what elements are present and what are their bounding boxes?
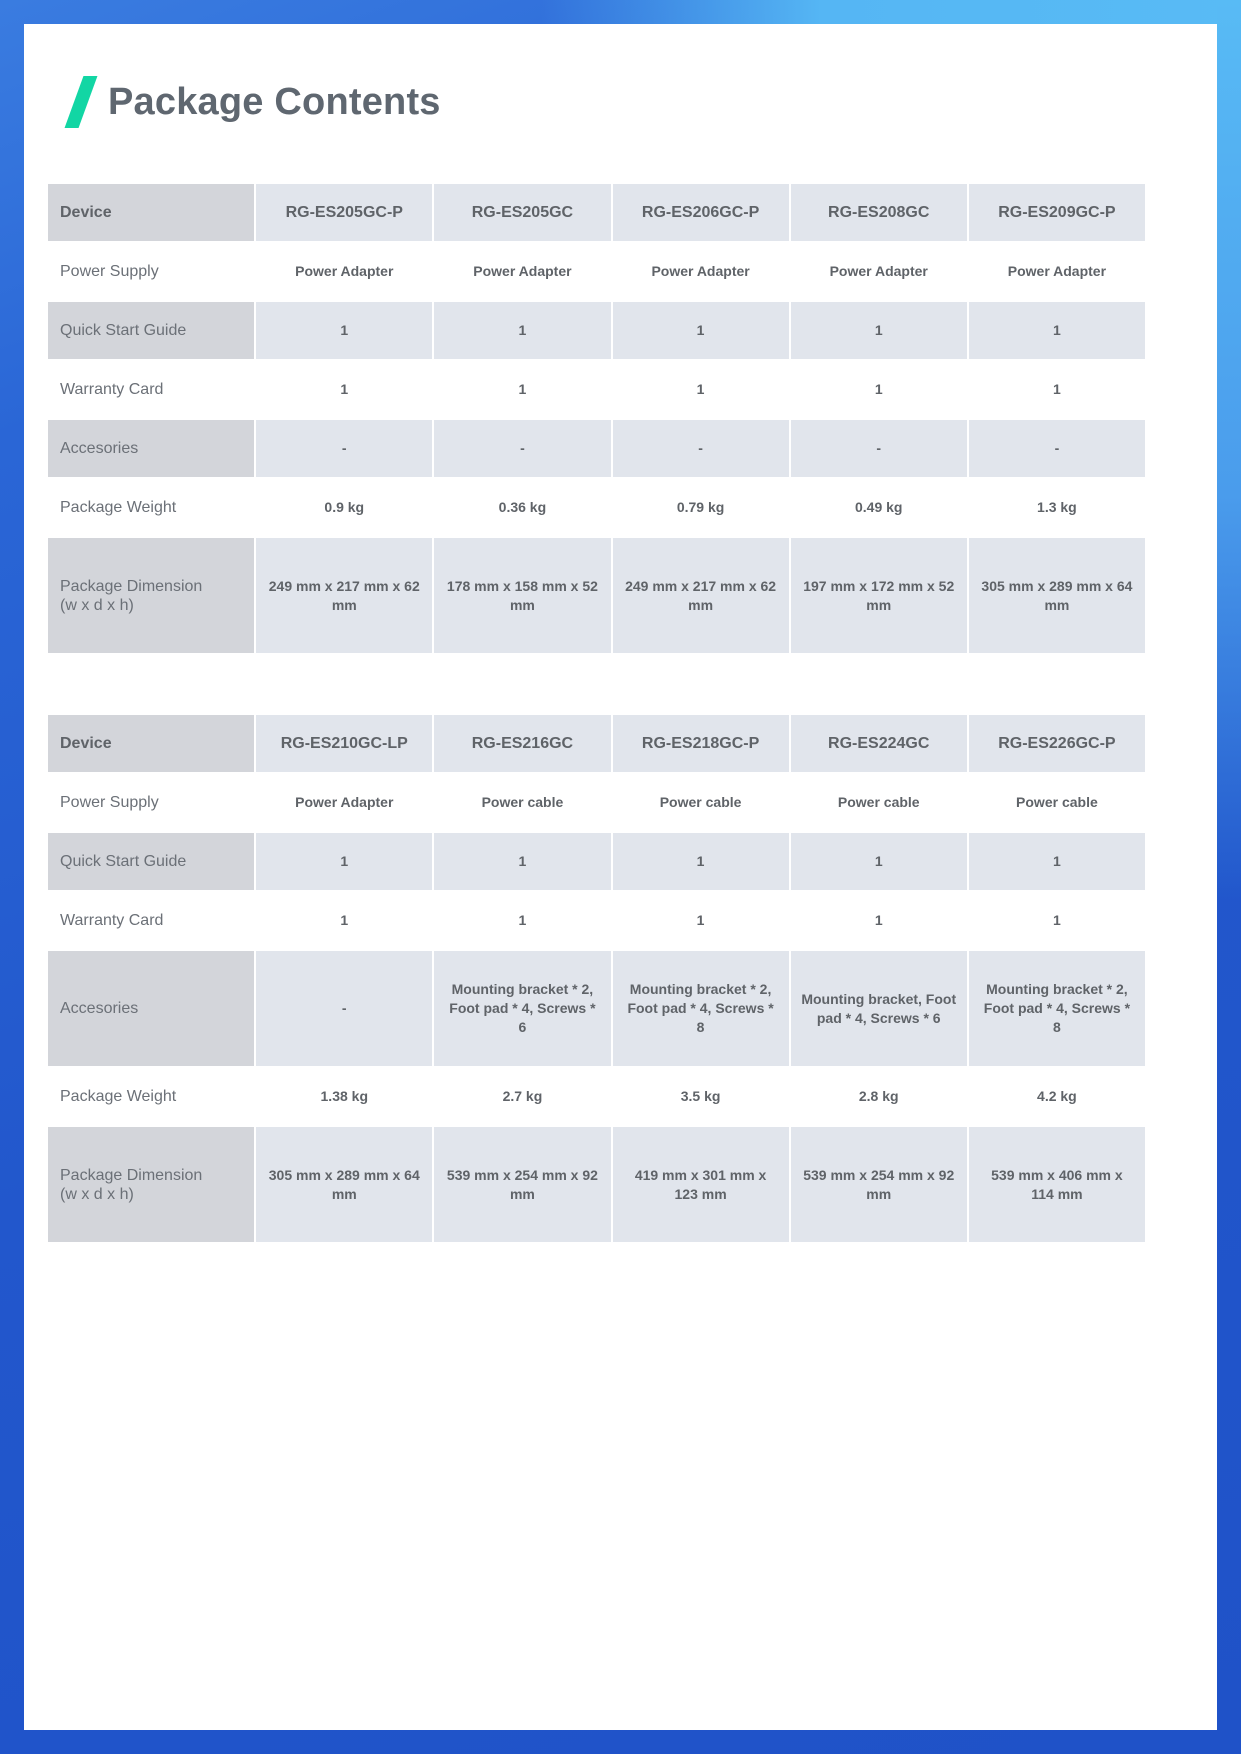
row-label: Package Dimension (w x d x h) — [48, 1127, 254, 1244]
table-cell: RG-ES210GC-LP — [256, 715, 432, 774]
table-cell: 197 mm x 172 mm x 52 mm — [791, 538, 967, 655]
package-table-1 — [46, 184, 1147, 655]
table-cell: 539 mm x 254 mm x 92 mm — [434, 1127, 610, 1244]
table-cell: 1 — [613, 892, 789, 951]
table-cell: 1 — [613, 302, 789, 361]
table-row — [48, 1127, 1145, 1244]
table-cell: 249 mm x 217 mm x 62 mm — [613, 538, 789, 655]
table-cell: Mounting bracket * 2, Foot pad * 4, Screws * 8 — [613, 951, 789, 1068]
table-cell: - — [613, 420, 789, 479]
table-cell: - — [256, 420, 432, 479]
table-cell: 1 — [969, 361, 1145, 420]
table-cell: RG-ES205GC-P — [256, 184, 432, 243]
table-cell: 1 — [791, 892, 967, 951]
row-label: Accesories — [48, 951, 254, 1068]
table-cell: Power Adapter — [791, 243, 967, 302]
table-cell: 1 — [613, 361, 789, 420]
table-row — [48, 361, 1145, 420]
row-label: Power Supply — [48, 243, 254, 302]
table-cell: 1.38 kg — [256, 1068, 432, 1127]
table-cell: 3.5 kg — [613, 1068, 789, 1127]
table-cell: Mounting bracket, Foot pad * 4, Screws * 6 — [791, 951, 967, 1068]
row-label: Warranty Card — [48, 361, 254, 420]
table-row — [48, 715, 1145, 774]
page-title: Package Contents — [108, 80, 441, 123]
table-cell: Mounting bracket * 2, Foot pad * 4, Screws * 8 — [969, 951, 1145, 1068]
table-cell: 2.7 kg — [434, 1068, 610, 1127]
table-cell: RG-ES206GC-P — [613, 184, 789, 243]
table-cell: 305 mm x 289 mm x 64 mm — [256, 1127, 432, 1244]
table-cell: 539 mm x 254 mm x 92 mm — [791, 1127, 967, 1244]
table-cell: Mounting bracket * 2, Foot pad * 4, Screws * 6 — [434, 951, 610, 1068]
table-cell: - — [256, 951, 432, 1068]
table-cell: - — [434, 420, 610, 479]
row-label: Package Weight — [48, 479, 254, 538]
table-cell: 0.79 kg — [613, 479, 789, 538]
row-label: Power Supply — [48, 774, 254, 833]
table-row — [48, 184, 1145, 243]
table-cell: 2.8 kg — [791, 1068, 967, 1127]
table-cell: 1 — [791, 361, 967, 420]
table-cell: RG-ES226GC-P — [969, 715, 1145, 774]
table-cell: 249 mm x 217 mm x 62 mm — [256, 538, 432, 655]
table-row — [48, 833, 1145, 892]
table-cell: 0.9 kg — [256, 479, 432, 538]
table-cell: 1 — [791, 302, 967, 361]
table-cell: Power Adapter — [969, 243, 1145, 302]
background-glow-right — [1217, 0, 1241, 900]
table-cell: 1 — [434, 361, 610, 420]
table-row — [48, 243, 1145, 302]
row-label: Package Dimension (w x d x h) — [48, 538, 254, 655]
table-cell: Power cable — [791, 774, 967, 833]
row-label: Warranty Card — [48, 892, 254, 951]
table-cell: RG-ES216GC — [434, 715, 610, 774]
table-cell: 1 — [256, 361, 432, 420]
table-cell: - — [791, 420, 967, 479]
table-cell: RG-ES218GC-P — [613, 715, 789, 774]
table-cell: 1.3 kg — [969, 479, 1145, 538]
table-cell: RG-ES205GC — [434, 184, 610, 243]
table-cell: - — [969, 420, 1145, 479]
row-label: Package Weight — [48, 1068, 254, 1127]
table-row — [48, 951, 1145, 1068]
table-cell: 1 — [256, 302, 432, 361]
table-row — [48, 538, 1145, 655]
table-row — [48, 1068, 1145, 1127]
package-table-2 — [46, 715, 1147, 1244]
table-cell: RG-ES208GC — [791, 184, 967, 243]
table-cell: 4.2 kg — [969, 1068, 1145, 1127]
row-label: Device — [48, 184, 254, 243]
table-cell: RG-ES209GC-P — [969, 184, 1145, 243]
row-label: Device — [48, 715, 254, 774]
table-cell: Power Adapter — [434, 243, 610, 302]
table-cell: Power cable — [613, 774, 789, 833]
table-cell: Power Adapter — [613, 243, 789, 302]
table-cell: 178 mm x 158 mm x 52 mm — [434, 538, 610, 655]
row-label: Accesories — [48, 420, 254, 479]
background-glow-top — [541, 0, 1241, 24]
table-cell: 1 — [969, 302, 1145, 361]
table-row — [48, 479, 1145, 538]
accent-slash-icon — [65, 76, 98, 128]
table-cell: 1 — [434, 302, 610, 361]
row-label: Quick Start Guide — [48, 302, 254, 361]
table-cell: 1 — [256, 833, 432, 892]
table-cell: 1 — [969, 892, 1145, 951]
table-cell: 0.49 kg — [791, 479, 967, 538]
table-cell: 1 — [791, 833, 967, 892]
table-row — [48, 420, 1145, 479]
table-cell: RG-ES224GC — [791, 715, 967, 774]
table-cell: Power cable — [969, 774, 1145, 833]
table-cell: 1 — [434, 892, 610, 951]
table-cell: 539 mm x 406 mm x 114 mm — [969, 1127, 1145, 1244]
table-cell: 1 — [434, 833, 610, 892]
table-cell: Power Adapter — [256, 774, 432, 833]
table-row — [48, 302, 1145, 361]
section-header — [64, 72, 441, 132]
table-cell: 419 mm x 301 mm x 123 mm — [613, 1127, 789, 1244]
table-cell: 0.36 kg — [434, 479, 610, 538]
table-cell: 305 mm x 289 mm x 64 mm — [969, 538, 1145, 655]
row-label: Quick Start Guide — [48, 833, 254, 892]
table-cell: 1 — [256, 892, 432, 951]
table-row — [48, 892, 1145, 951]
table-cell: Power cable — [434, 774, 610, 833]
table-row — [48, 774, 1145, 833]
table-cell: 1 — [613, 833, 789, 892]
table-cell: 1 — [969, 833, 1145, 892]
table-cell: Power Adapter — [256, 243, 432, 302]
